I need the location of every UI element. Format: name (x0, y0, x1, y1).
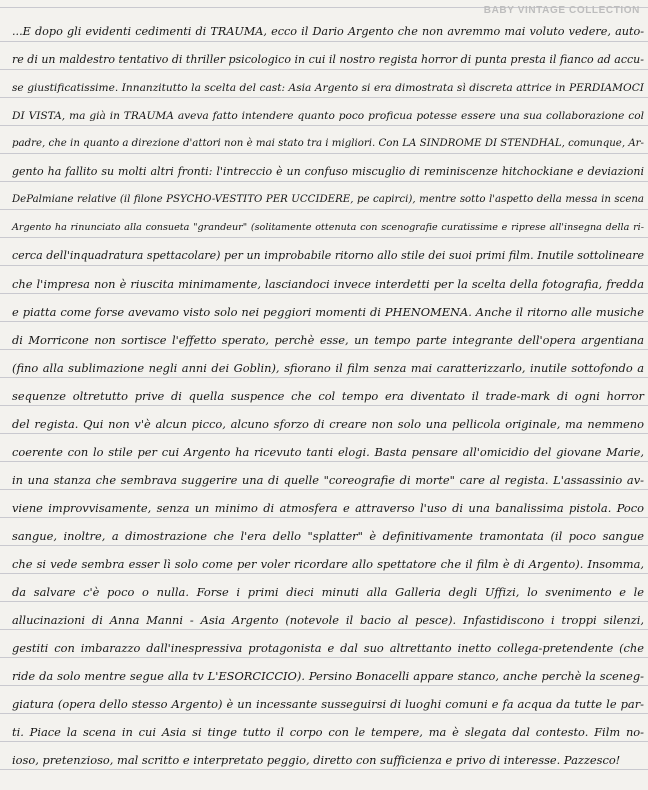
text-line: gento ha fallito su molti altri fronti: l'intreccio è un confuso miscuglio di reminiscenze hitchockiane e deviazioni (12, 165, 644, 178)
text-line: se giustificatissime. Innanzitutto la scelta del cast: Asia Argento si era dimostrata sì discreta attrice in PERDIAMOCI (12, 82, 644, 94)
text-line: del regista. Qui non v'è alcun picco, alcuno sforzo di creare non solo una pellicola originale, ma nemmeno (12, 417, 644, 431)
text-line: ti. Piace la scena in cui Asia si tinge tutto il corpo con le tempere, ma è slegata dal contesto. Film no- (12, 725, 644, 739)
watermark-label: BABY VINTAGE COLLECTION (483, 5, 640, 16)
text-line: padre, che in quanto a direzione d'attori non è mai stato tra i migliori. Con LA SINDROME DI STENDHAL, comunque, Ar- (12, 138, 644, 149)
text-line: sequenze oltretutto prive di quella suspence che col tempo era diventato il trade-mark di ogni horror (12, 389, 644, 403)
text-line: che l'impresa non è riuscita minimamente, lasciandoci invece interdetti per la scelta della fotografia, fredda (12, 277, 644, 291)
text-line: da salvare c'è poco o nulla. Forse i primi dieci minuti alla Galleria degli Uffizi, lo svenimento e le (12, 585, 644, 599)
text-line: ride da solo mentre segue alla tv L'ESORCICCIO). Persino Bonacelli appare stanco, anche perchè la sceneg- (12, 669, 644, 683)
text-line: coerente con lo stile per cui Argento ha ricevuto tanti elogi. Basta pensare all'omicidio del giovane Marie, (12, 445, 644, 459)
text-line: che si vede sembra esser lì solo come per voler ricordare allo spettatore che il film è di Argento). Insomma, (12, 557, 644, 571)
text-line: (fino alla sublimazione negli anni dei Goblin), sfiorano il film senza mai caratterizzarlo, inutile sottofondo a (12, 361, 644, 375)
text-line: in una stanza che sembrava suggerire una di quelle "coreografie di morte" care al regista. L'assassinio av- (12, 473, 644, 487)
text-line: Argento ha rinunciato alla consueta "grandeur" (solitamente ottenuta con scenografie curatissime e riprese all'insegna della ri- (12, 222, 644, 233)
text-line: allucinazioni di Anna Manni - Asia Argento (notevole il bacio al pesce). Infastidiscono i troppi silenzi, (12, 613, 644, 627)
handwritten-review-text (0, 18, 648, 774)
text-line: re di un maldestro tentativo di thriller psicologico in cui il nostro regista horror di punta presta il fianco ad accu- (12, 53, 644, 66)
text-line: ...E dopo gli evidenti cedimenti di TRAUMA, ecco il Dario Argento che non avremmo mai voluto vedere, auto- (12, 25, 644, 38)
text-line: giatura (opera dello stesso Argento) è un incessante susseguirsi di luoghi comuni e fa acqua da tutte le par- (12, 697, 644, 711)
text-line: cerca dell'inquadratura spettacolare) per un improbabile ritorno allo stile dei suoi primi film. Inutile sottolineare (12, 249, 644, 262)
text-line: e piatta come forse avevamo visto solo nei peggiori momenti di PHENOMENA. Anche il ritorno alle musiche (12, 305, 644, 319)
text-line: viene improvvisamente, senza un minimo di atmosfera e attraverso l'uso di una banalissima pistola. Poco (12, 501, 644, 515)
text-line: di Morricone non sortisce l'effetto sperato, perchè esse, un tempo parte integrante dell'opera argentiana (12, 333, 644, 347)
text-line: DePalmiane relative (il filone PSYCHO-VESTITO PER UCCIDERE, pe capirci), mentre sotto l'aspetto della messa in scena (12, 194, 644, 205)
text-line: DI VISTA, ma già in TRAUMA aveva fatto intendere quanto poco proficua potesse essere una sua collaborazione col (12, 110, 644, 122)
text-line: ioso, pretenzioso, mal scritto e interpretato peggio, diretto con sufficienza e privo di interesse. Pazzesco! (12, 753, 621, 767)
text-line: sangue, inoltre, a dimostrazione che l'era dello "splatter" è definitivamente tramontata (il poco sangue (12, 529, 644, 543)
text-line: gestiti con imbarazzo dall'inespressiva protagonista e dal suo altrettanto inetto collega-pretendente (che (12, 641, 644, 655)
